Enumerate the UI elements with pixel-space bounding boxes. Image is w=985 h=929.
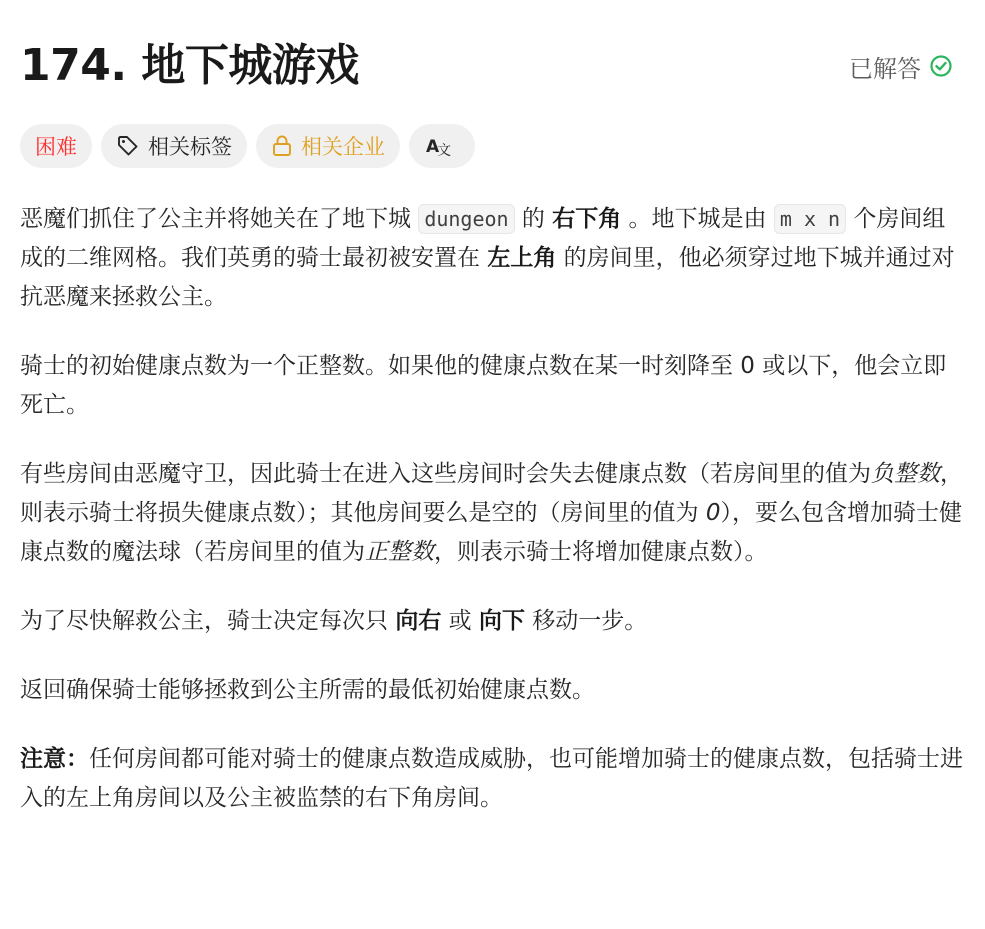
- related-tags-label: 相关标签: [148, 135, 232, 159]
- italic-negative-integer: 负整数: [871, 461, 940, 487]
- description-note: 注意：任何房间都可能对骑士的健康点数造成威胁，也可能增加骑士的健康点数，包括骑士进入的左上角房间以及公主被监禁的右下角房间。: [20, 746, 963, 811]
- bold-bottom-right: 右下角: [552, 206, 622, 232]
- bold-down: 向下: [478, 608, 525, 634]
- problem-description: [20, 200, 965, 848]
- italic-zero: 0: [705, 500, 721, 526]
- description-paragraph-2: 骑士的初始健康点数为一个正整数。如果他的健康点数在某一时刻降至 0 或以下，他会立即死亡。: [20, 353, 947, 418]
- tag-icon: [116, 134, 140, 158]
- svg-text:文: 文: [437, 143, 451, 158]
- code-dungeon: dungeon: [418, 204, 514, 234]
- code-m-x-n: m x n: [774, 204, 846, 234]
- note-label: 注意：: [20, 746, 89, 772]
- difficulty-badge: [20, 124, 92, 168]
- description-paragraph-5: 返回确保骑士能够拯救到公主所需的最低初始健康点数。: [20, 677, 595, 703]
- description-paragraph-1: 恶魔们抓住了公主并将她关在了地下城 dungeon 的 右下角 。地下城是由 m x n 个房间组成的二维网格。我们英勇的骑士最初被安置在 左上角 的房间里，他必须穿过地下城并通过对抗恶魔来拯救公主。: [20, 206, 955, 310]
- solved-status: [849, 49, 953, 84]
- lock-icon: [271, 134, 293, 158]
- related-companies-label: 相关企业: [301, 135, 385, 159]
- bold-top-left: 左上角: [487, 245, 557, 271]
- related-tags-button[interactable]: [101, 124, 247, 168]
- description-paragraph-3: 有些房间由恶魔守卫，因此骑士在进入这些房间时会失去健康点数（若房间里的值为负整数，则表示骑士将损失健康点数）；其他房间要么是空的（房间里的值为 0），要么包含增加骑士健康点数的魔法球（若房间里的值为正整数，则表示骑士将增加健康点数）。: [20, 461, 963, 565]
- description-paragraph-4: 为了尽快解救公主，骑士决定每次只 向右 或 向下 移动一步。: [20, 608, 648, 634]
- bold-right: 向右: [395, 608, 442, 634]
- italic-positive-integer: 正整数: [365, 539, 434, 565]
- difficulty-label: 困难: [35, 135, 77, 159]
- problem-header: [20, 38, 953, 94]
- problem-title: 174. 地下城游戏: [20, 40, 359, 91]
- translate-button[interactable]: [409, 124, 475, 168]
- related-companies-button[interactable]: [256, 124, 400, 168]
- svg-text:A: A: [426, 137, 440, 157]
- translate-icon: [425, 134, 451, 158]
- solved-label: 已解答: [849, 54, 921, 83]
- tag-bar: [20, 124, 475, 168]
- check-circle-icon: [929, 54, 953, 78]
